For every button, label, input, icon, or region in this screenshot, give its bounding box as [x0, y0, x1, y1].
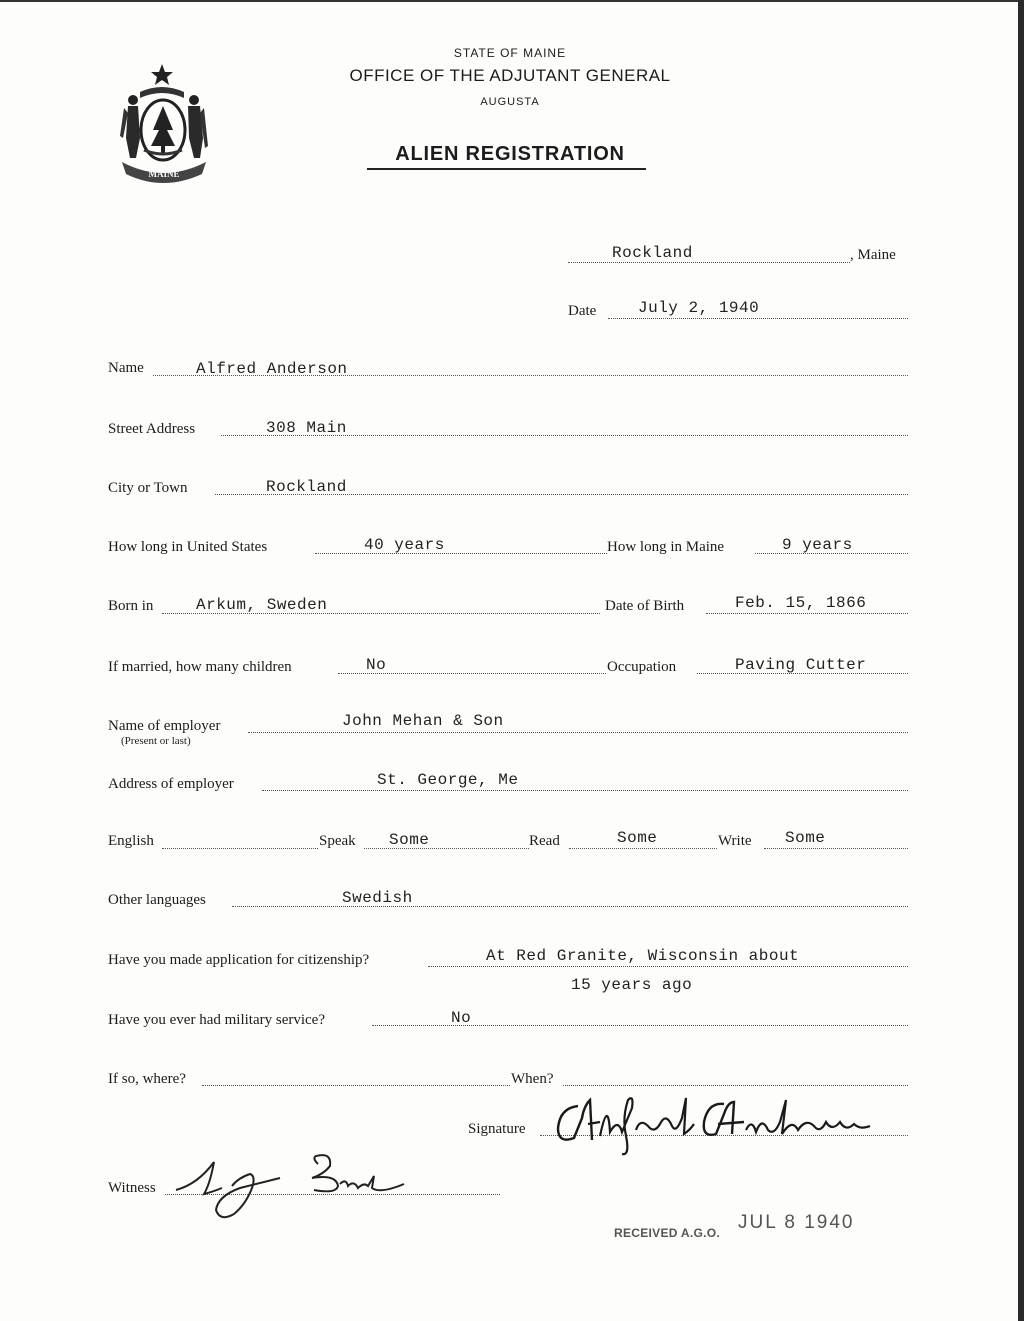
- signature-image: [548, 1088, 888, 1158]
- title-underline: [367, 168, 646, 170]
- citizenship-label: Have you made application for citizenship?: [108, 952, 370, 968]
- header-city: AUGUSTA: [480, 96, 540, 108]
- born-value: Arkum, Sweden: [196, 596, 328, 614]
- write-label: Write: [718, 833, 752, 849]
- form-title: ALIEN REGISTRATION: [395, 143, 625, 165]
- occupation-value: Paving Cutter: [735, 656, 867, 674]
- citizenship-line: [428, 966, 908, 967]
- military-label: Have you ever had military service?: [108, 1012, 325, 1028]
- employer-address-line: [262, 790, 908, 791]
- witness-label: Witness: [108, 1180, 156, 1196]
- maine-value: 9 years: [782, 536, 853, 554]
- dob-line: [706, 613, 908, 614]
- when-label: When?: [511, 1071, 554, 1087]
- employer-address-value: St. George, Me: [377, 771, 519, 789]
- english-line: [162, 848, 318, 849]
- where-label: If so, where?: [108, 1071, 186, 1087]
- read-line: [569, 848, 717, 849]
- us-line: [315, 553, 607, 554]
- children-label: If married, how many children: [108, 659, 292, 675]
- state-suffix-label: , Maine: [850, 247, 896, 263]
- town-value: Rockland: [612, 244, 693, 262]
- employer-sublabel: (Present or last): [121, 735, 191, 747]
- write-line: [764, 848, 908, 849]
- page-edge-top: [0, 0, 1024, 2]
- other-languages-value: Swedish: [342, 889, 413, 907]
- town-line: [568, 262, 850, 263]
- received-stamp-label: RECEIVED A.G.O.: [614, 1226, 721, 1240]
- name-label: Name: [108, 360, 144, 376]
- date-value: July 2, 1940: [638, 299, 760, 317]
- other-languages-line: [232, 906, 908, 907]
- name-value: Alfred Anderson: [196, 360, 348, 378]
- maine-label: How long in Maine: [607, 539, 725, 555]
- occupation-label: Occupation: [607, 659, 677, 675]
- received-stamp-date: JUL 8 1940: [738, 1212, 855, 1233]
- seal-text: MAINE: [148, 169, 180, 179]
- employer-value: John Mehan & Son: [342, 712, 504, 730]
- witness-signature-image: [168, 1148, 418, 1228]
- citizenship-value-2: 15 years ago: [571, 976, 693, 994]
- state-seal-icon: [110, 58, 220, 184]
- employer-address-label: Address of employer: [108, 776, 234, 792]
- write-value: Some: [785, 829, 826, 847]
- city-label: City or Town: [108, 480, 188, 496]
- born-label: Born in: [108, 598, 154, 614]
- read-value: Some: [617, 829, 658, 847]
- city-value: Rockland: [266, 478, 347, 496]
- employer-label: Name of employer: [108, 718, 221, 734]
- date-label: Date: [568, 303, 597, 319]
- read-label: Read: [529, 833, 560, 849]
- other-languages-label: Other languages: [108, 892, 206, 908]
- header-state: STATE OF MAINE: [453, 46, 567, 60]
- children-value: No: [366, 656, 387, 674]
- english-label: English: [108, 833, 154, 849]
- where-line: [202, 1085, 510, 1086]
- street-value: 308 Main: [266, 419, 347, 437]
- us-value: 40 years: [364, 536, 445, 554]
- employer-line: [248, 732, 908, 733]
- page-edge-right: [1018, 0, 1024, 1321]
- street-label: Street Address: [108, 421, 196, 437]
- when-line: [563, 1085, 908, 1086]
- speak-value: Some: [389, 831, 430, 849]
- speak-label: Speak: [319, 833, 356, 849]
- dob-value: Feb. 15, 1866: [735, 594, 867, 612]
- citizenship-value: At Red Granite, Wisconsin about: [486, 947, 800, 965]
- dob-label: Date of Birth: [605, 598, 685, 614]
- military-value: No: [451, 1009, 472, 1027]
- signature-label: Signature: [468, 1121, 526, 1137]
- header-office: OFFICE OF THE ADJUTANT GENERAL: [349, 66, 671, 85]
- us-label: How long in United States: [108, 539, 268, 555]
- date-line: [608, 318, 908, 319]
